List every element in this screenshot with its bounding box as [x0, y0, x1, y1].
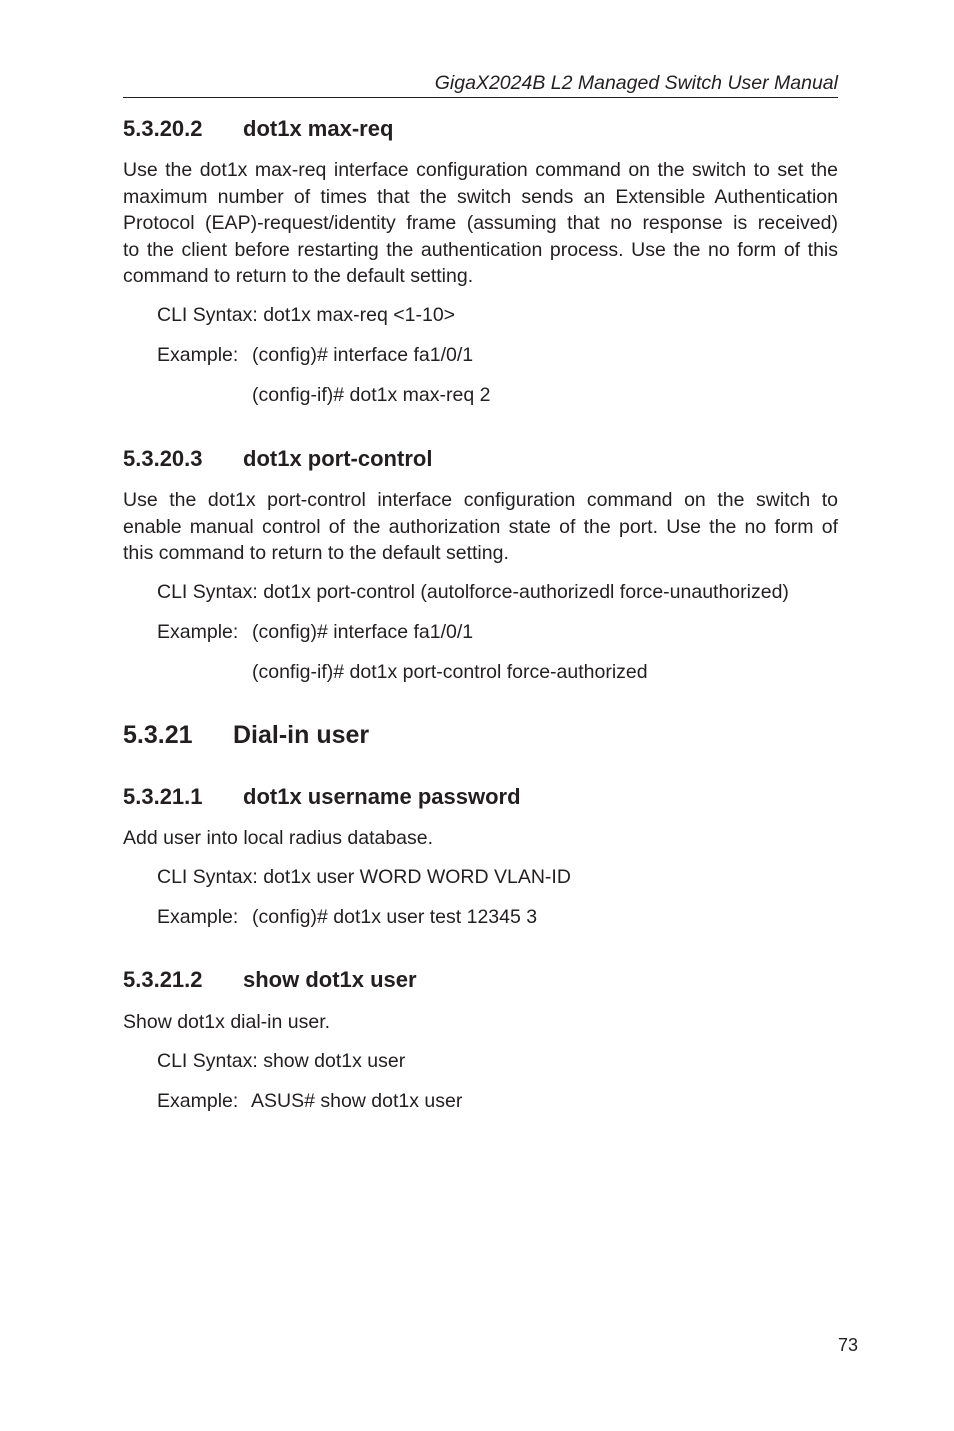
body-line: Add user into local radius database.	[123, 827, 434, 849]
body-line: Use the dot1x port-control interface configuration command on the switch to	[123, 489, 838, 511]
section-title: Dial-in user	[233, 721, 370, 749]
cli-syntax: CLI Syntax: dot1x user WORD WORD VLAN-ID	[157, 866, 571, 888]
section-heading-max-req	[123, 116, 393, 142]
section-heading-dial-in-user	[123, 721, 369, 750]
page-number: 73	[837, 1335, 858, 1355]
example-command: (config)# interface fa1/0/1	[252, 344, 474, 366]
body-line: enable manual control of the authorization state of the port. Use the no form of	[123, 515, 838, 538]
section-number: 5.3.20.3	[123, 446, 203, 471]
example-command: ASUS# show dot1x user	[251, 1090, 463, 1112]
running-header	[123, 70, 838, 98]
section-heading-show-dot1x-user	[123, 967, 417, 993]
body-line: command to return to the default setting.	[123, 265, 474, 287]
example-command: (config-if)# dot1x max-req 2	[252, 384, 491, 406]
body-line: Protocol (EAP)-request/identity frame (assuming that no response is received)	[123, 212, 838, 234]
cli-syntax: CLI Syntax: dot1x max-req <1-10>	[157, 304, 456, 326]
section-title: dot1x username password	[243, 784, 521, 809]
body-line: Use the dot1x max-req interface configuration command on the switch to set the	[123, 159, 838, 181]
section-body-port-control	[123, 487, 838, 567]
section-title: dot1x max-req	[243, 116, 394, 141]
example-label: Example:	[157, 621, 239, 643]
body-line: maximum number of times that the switch sends an Extensible Authentication	[123, 185, 838, 208]
example-command: (config-if)# dot1x port-control force-authorized	[252, 661, 648, 683]
body-line: Show dot1x dial-in user.	[123, 1011, 331, 1033]
section-title: show dot1x user	[243, 967, 417, 992]
section-number: 5.3.20.2	[123, 116, 203, 141]
section-body-max-req	[123, 157, 838, 290]
section-heading-username-password	[123, 784, 521, 810]
section-body-show-dot1x-user	[123, 1009, 838, 1036]
example-label: Example:	[157, 906, 239, 928]
body-line: to the client before restarting the authentication process. Use the no form of this	[123, 238, 838, 261]
section-number: 5.3.21.2	[123, 967, 203, 992]
example-label: Example:	[157, 1090, 239, 1112]
section-heading-port-control	[123, 446, 432, 472]
section-body-username-password	[123, 825, 838, 852]
manual-title: GigaX2024B L2 Managed Switch User Manual	[434, 72, 838, 94]
cli-syntax: CLI Syntax: show dot1x user	[157, 1050, 406, 1072]
body-line: this command to return to the default setting.	[123, 542, 509, 564]
example-command: (config)# dot1x user test 12345 3	[252, 906, 538, 928]
section-number: 5.3.21	[123, 721, 193, 749]
example-command: (config)# interface fa1/0/1	[252, 621, 474, 643]
section-number: 5.3.21.1	[123, 784, 203, 809]
section-title: dot1x port-control	[243, 446, 433, 471]
cli-syntax: CLI Syntax: dot1x port-control (autolforce-authorizedl force-unauthorized)	[157, 581, 789, 603]
example-label: Example:	[157, 344, 239, 366]
